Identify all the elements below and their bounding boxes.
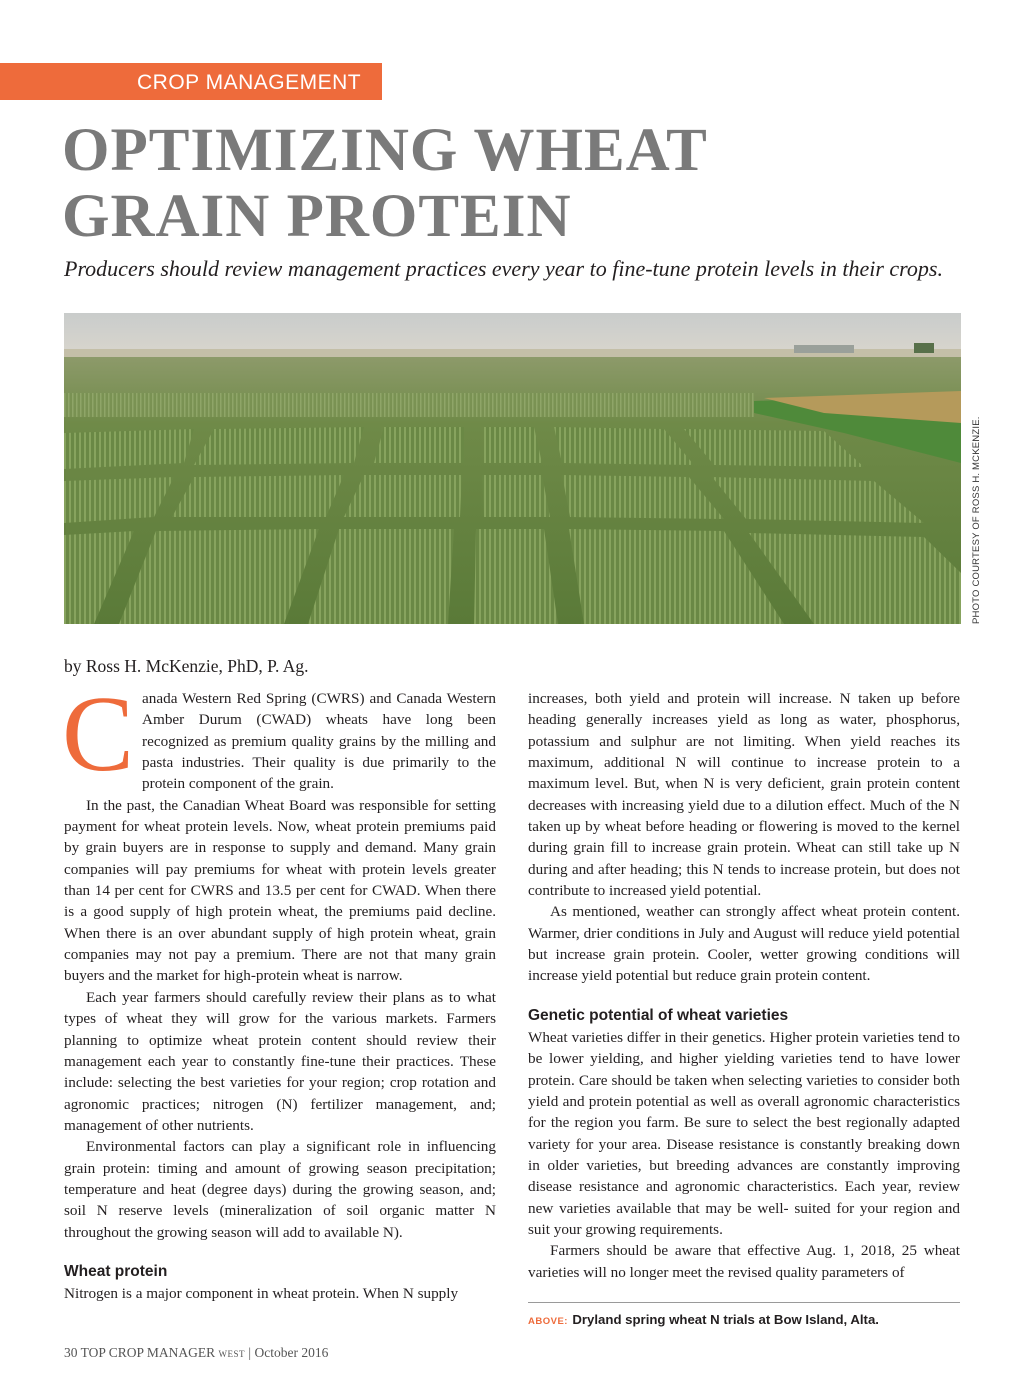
wheat-field-photo bbox=[64, 313, 961, 624]
photo-caption bbox=[528, 1311, 879, 1329]
caption-divider bbox=[528, 1302, 960, 1303]
paragraph: increases, both yield and protein will increase. N taken up before heading generally increases yield as long as water, phosphorus, potassium and sulphur are not limiting. When yield reaches its maximum, additional N will continue to increase protein to a maximum level. But, when N is very deficient, grain protein content decreases with increasing yield due to a dilution effect. Much of the N taken up by wheat before heading or flowering is moved to the kernel during grain fill to increase grain protein. Wheat can still take up N during and after heading; this N tends to increase protein, but does not contribute to increased yield potential. bbox=[528, 690, 960, 900]
paragraph: Nitrogen is a major component in wheat protein. When N supply bbox=[64, 1284, 459, 1302]
subhead-wheat-protein: Wheat protein bbox=[64, 1262, 168, 1280]
article-column-left bbox=[62, 675, 496, 1304]
paragraph: Environmental factors can play a significant role in influencing grain protein: timing and amount of growing season precipitation; temperature and heat (degree days) during the growing season, and; soil N reserve levels (mineralization of soil organic matter N throughout the growing season will add to available N). bbox=[64, 1138, 496, 1241]
paragraph: As mentioned, weather can strongly affect wheat protein content. Warmer, drier conditions in July and August will reduce yield potential but increase grain protein. Cooler, wetter growing conditions will increase yield potential but reduce grain protein content. bbox=[528, 903, 960, 985]
publication-name: TOP CROP MANAGER bbox=[80, 1345, 216, 1360]
paragraph: Wheat varieties differ in their genetics. Higher protein varieties tend to be lower yielding, and higher yielding varieties tend to have lower protein. Care should be taken when selecting varieties to consider both yield and protein potential as well as overall agronomic characteristics for the region you farm. Be sure to select the best regionally adapted variety for your area. Disease resistance is constantly breaking down in older varieties, but breeding advances are constantly improving disease resistance and agronomic characteristics. Each year, review new varieties available that may be well- suited for your region and suit your growing requirements. bbox=[528, 1028, 960, 1238]
headline-line-2: GRAIN PROTEIN bbox=[62, 183, 572, 250]
paragraph: Each year farmers should carefully review their plans as to what types of wheat they will grow for the various markets. Farmers planning to optimize wheat protein content should review their management each year to constantly fine-tune their practices. These include: selecting the best varieties for your region; crop rotation and agronomic practices; nitrogen (N) fertilizer management, and; management of other nutrients. bbox=[64, 988, 496, 1134]
paragraph-text: anada Western Red Spring (CWRS) and Canada Western Amber Durum (CWAD) wheats have long been recognized as premium quality grains by the milling and pasta industries. Their quality is due primarily to the protein component of the grain. bbox=[142, 690, 496, 793]
paragraph bbox=[62, 675, 496, 795]
article-headline bbox=[62, 118, 822, 250]
caption-text: Dryland spring wheat N trials at Bow Island, Alta. bbox=[572, 1312, 879, 1327]
article-deck: Producers should review management practices every year to fine-tune protein levels in their crops. bbox=[64, 256, 943, 281]
page-folio bbox=[64, 1345, 328, 1361]
paragraph: In the past, the Canadian Wheat Board was responsible for setting payment for wheat protein levels. Now, wheat protein premiums paid by grain buyers are in response to supply and demand. Many grain companies will pay premiums for wheat with protein levels greater than 14 per cent for CWRS and 13.5 per cent for CWAD. When there is a good supply of high protein wheat, the premiums paid decline. When there is an over abundant supply of high protein wheat, grain companies may not pay a premium. There are not that many grain buyers and the market for high-protein wheat is narrow. bbox=[64, 796, 496, 985]
folio-separator: | bbox=[248, 1345, 252, 1360]
article-column-right bbox=[528, 688, 960, 1283]
paragraph: Farmers should be aware that effective Aug. 1, 2018, 25 wheat varieties will no longer meet the revised quality parameters of bbox=[528, 1242, 960, 1281]
drop-cap: C bbox=[62, 675, 135, 794]
byline: by Ross H. McKenzie, PhD, P. Ag. bbox=[64, 656, 309, 676]
page-number: 30 bbox=[64, 1345, 78, 1360]
publication-edition: WEST bbox=[218, 1349, 246, 1359]
headline-line-1: OPTIMIZING WHEAT bbox=[62, 117, 708, 184]
photo-credit: PHOTO COURTESY OF ROSS H. MCKENZIE. bbox=[971, 416, 982, 624]
caption-lead: ABOVE: bbox=[528, 1316, 568, 1327]
subhead-genetic-potential: Genetic potential of wheat varieties bbox=[528, 1006, 789, 1024]
section-label: CROP MANAGEMENT bbox=[137, 71, 362, 94]
issue-date: October 2016 bbox=[254, 1345, 329, 1360]
